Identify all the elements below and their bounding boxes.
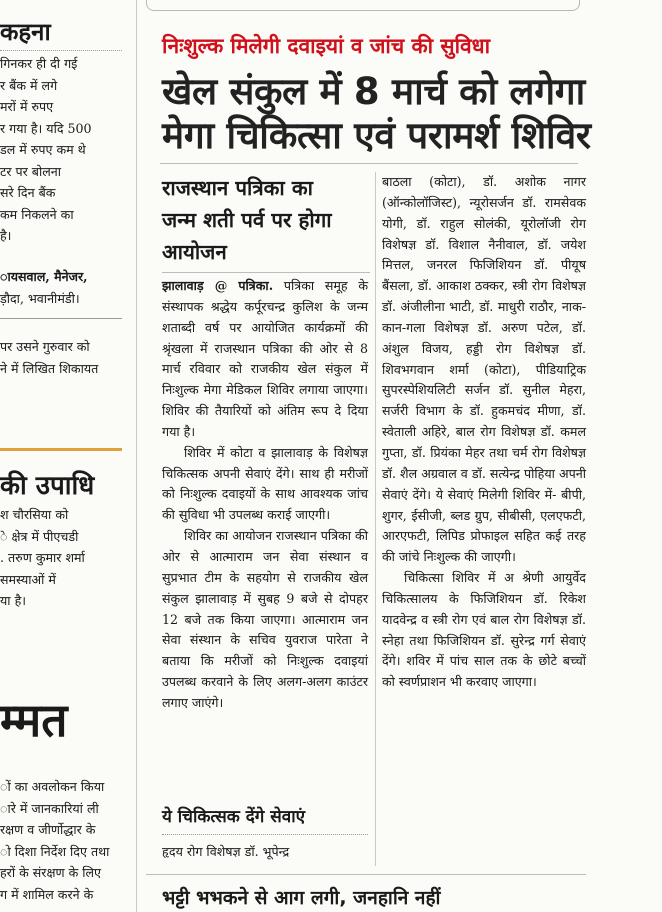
left-line: सरे दिन बैंक [0,185,56,200]
top-frame-edge [146,0,580,11]
article-subhead [162,172,332,268]
left-line: हरों के संरक्षण के लिए [0,865,102,880]
dateline: झालावाड़ @ पत्रिका. [162,278,274,293]
left-line: कम निकलने का [0,206,74,222]
left-line: ों का अवलोकन किया [0,779,105,794]
article-column-left [162,276,368,714]
left-clipped-column [0,0,122,912]
subhead-underline [162,272,370,273]
subhead-line-2: जन्म शती पर्व पर होगा [162,208,332,232]
left-text-block-1 [0,53,92,247]
left-signature [0,266,88,309]
left-line: पर उसने गुरुवार को [0,339,90,354]
left-line: . तरुण कुमार शर्मा [0,550,85,565]
headline-line-2: मेगा चिकित्सा एवं परामर्श शिविर [162,114,591,157]
article-column-right [382,172,586,693]
left-line: र बैंक में लगे [0,77,58,93]
headline-line-1: खेल संकुल में 8 मार्च को लगेगा [162,70,585,113]
left-line: ग में शामिल करने के [0,886,94,902]
left-line: डल में रुपए कम थे [0,142,86,157]
left-dotted-rule [0,50,122,51]
left-line: या है। [0,593,27,608]
column-divider [136,0,137,912]
paragraph-1 [162,276,368,443]
left-line: ने में लिखित शिकायत [0,360,99,376]
left-line: मरों में रुपए [0,99,54,114]
left-heading-2: की उपाधि [0,471,95,501]
doctors-subhead: ये चिकित्सक देंगे सेवाएं [162,807,306,827]
right-paragraph-2: चिकित्सा शिविर में अ श्रेणी आयुर्वेद चिकित्सालय के फिजिशियन डॉ. रिकेश यादवेन्द्र व स्त्री रोग एवं बाल रोग विशेषज्ञ डॉ. स्नेहा तथा फिजिशियन डॉ. सुरेन्द्र गर्ग सेवाएं देंगे। शविर में पांच साल तक के छोटे बच्चों को स्वर्णप्राशन भी करवाए जाएगा। [382,570,586,690]
left-line: गिनकर ही दी गई [0,56,78,71]
left-orange-rule [0,448,122,451]
doctors-subhead-rule [162,834,368,835]
left-line: रक्षण व जीर्णोद्धार के [0,822,96,837]
article-column-divider [375,172,376,866]
left-line: श चौरसिया को [0,507,69,522]
left-heading-1: कहना [0,18,51,46]
left-signature-line: ायसवाल, मैनेजर, [0,269,88,284]
left-rule [0,318,122,319]
headline-underline [160,163,578,164]
paragraph-2: शिविर में कोटा व झालावाड़ के विशेषज्ञ चिकित्सक अपनी सेवाएं देंगे। साथ ही मरीजों को निःशुल्क दवाइयों के साथ आवश्यक जांच की सुविधा भी उपलब्ध कराई जाएगी। [162,444,368,523]
paragraph-3: शिविर का आयोजन राजस्थान पत्रिका की ओर से आत्माराम जन सेवा संस्थान व सुप्रभात टीम के सहयोग से राजकीय खेल संकुल झालावाड़ में सुबह 9 बजे से दोपहर 12 बजे तक किया जाएगा। आत्माराम जन सेवा संस्थान के सचिव युवराज पारेता ने बताया कि मरीजों को निःशुल्क दवाइयां उपलब्ध करवाने के लिए अलग-अलग काउंटर लगाए जाएंगे। [162,528,368,710]
article-column-left-bottom [162,842,368,863]
paragraph-4: हृदय रोग विशेषज्ञ डॉ. भूपेन्द्र [162,844,290,859]
left-text-block-4 [0,776,109,905]
right-paragraph-1: बाठला (कोटा), डॉ. अशोक नागर (ऑन्कोलॉजिस्ट), न्यूरोसर्जन डॉ. रामसेवक योगी, डॉ. राहुल सोलंकी, यूरोलॉजी रोग विशेषज्ञ डॉ. विशाल नैनीवाल, डॉ. जयेश मित्तल, जनरल फिजिशियन डॉ. पीयूष बैंसला, डॉ. आकाश ठक्कर, स्त्री रोग विशेषज्ञ डॉ. अंजीलीना भाटी, डॉ. माधुरी राठौर, नाक-कान-गला विशेषज्ञ डॉ. अरुण पटेल, डॉ. अंशुल विजय, हड्डी रोग विशेषज्ञ डॉ. शिवभगवान शर्मा (कोटा), पीडियाट्रिक सुपरस्पेशियलिटी सर्जन डॉ. सुनील मेहरा, सर्जरी विभाग के डॉ. हुकमचंद मीणा, डॉ. स्वेताली अहिरे, बाल रोग विशेषज्ञ डॉ. कमल गुप्ता, डॉ. प्रियंका मेहर तथा चर्म रोग विशेषज्ञ डॉ. शैल अग्रवाल व डॉ. सत्येन्द्र पोहिया अपनी सेवाएं देंगे। ये सेवाएं मिलेगी शिविर में- बीपी, शुगर, ईसीजी, ब्लड ग्रुप, सीबीसी, एलएफटी, आरएफटी, लिपिड प्रोफाइल सहित कई तरह की जांचे निःशुल्क की जाएगी। [382,174,586,565]
left-line: टर पर बोलना [0,163,62,179]
left-signature-line-2: ड़ौदा, भवानीमंडी। [0,290,80,306]
next-article-headline: भट्टी भभकने से आग लगी, जनहानि नहीं [162,887,441,909]
left-line: ो दिशा निर्देश दिए तथा [0,843,110,859]
left-line: र गया है। यदि 500 [0,120,92,136]
left-heading-3: म्मत [0,693,68,747]
left-text-block-2 [0,336,98,379]
left-line: समस्याओं में [0,571,56,587]
left-line: ारे में जानकारियां ली [0,800,99,816]
left-line: े क्षेत्र में पीएचडी [0,528,79,544]
paragraph-1-text: पत्रिका समूह के संस्थापक श्रद्धेय कर्पूरचन्द्र कुलिश के जन्म शताब्दी वर्ष पर आयोजित कार्यक्रमों की श्रृंखला में राजस्थान पत्रिका की ओर से 8 मार्च रविवार को राजकीय खेल संकुल में निःशुल्क मेगा मेडिकल शिविर लगाया जाएगा। शिविर की तैयारियों को अंतिम रूप दे दिया गया है। [162,278,368,439]
left-line: है। [0,228,12,243]
subhead-line-1: राजस्थान पत्रिका का [162,176,313,200]
bottom-rule [146,874,586,875]
left-text-block-3 [0,504,85,612]
article-kicker: निःशुल्क मिलेगी दवाइयां व जांच की सुविधा [162,34,491,58]
subhead-line-3: आयोजन [162,240,227,264]
article-headline [162,70,591,158]
